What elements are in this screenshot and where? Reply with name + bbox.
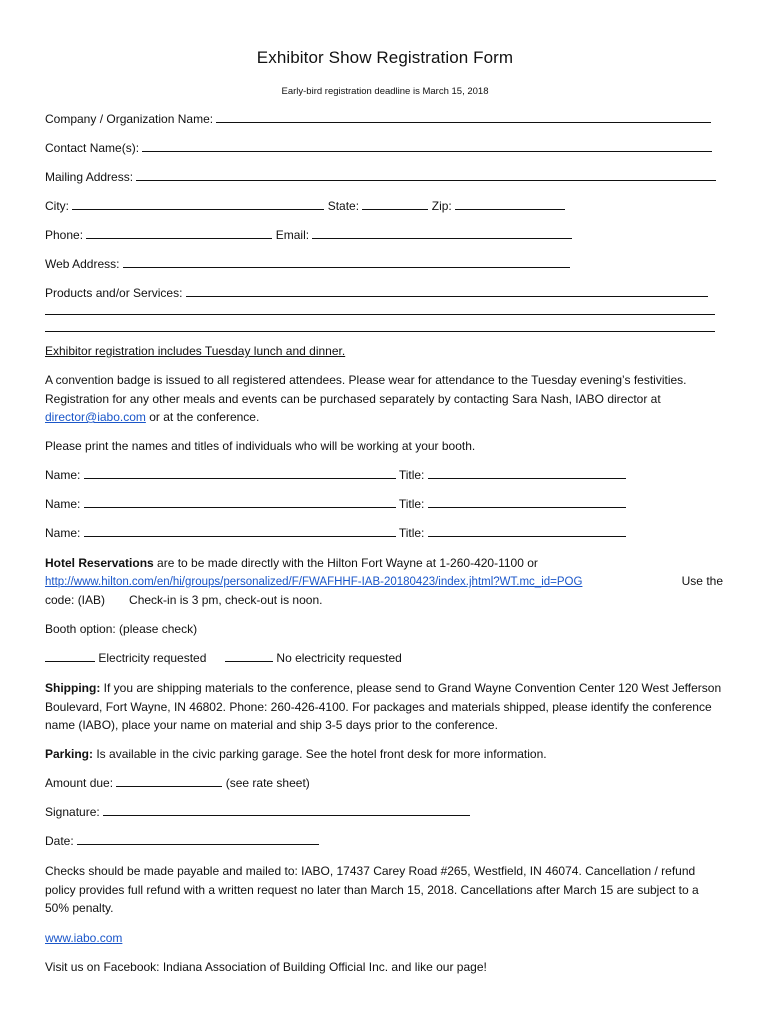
name-label: Name: [45, 497, 81, 511]
badge-tail: or at the conference. [145, 410, 260, 424]
name-input-line[interactable] [84, 496, 396, 508]
contact-label: Contact Name(s): [45, 141, 140, 155]
title-label: Title: [398, 468, 425, 482]
contact-input-line[interactable] [142, 140, 712, 152]
hotel-text: are to be made directly with the Hilton Fort Wayne at 1-260-420-1100 or [153, 556, 538, 570]
signature-field [45, 804, 470, 821]
mailing-field [45, 169, 716, 186]
website-link[interactable]: www.iabo.com [45, 931, 123, 945]
state-input-line[interactable] [362, 198, 428, 210]
badge-paragraph [45, 371, 725, 427]
signature-label: Signature: [45, 805, 100, 819]
title-label: Title: [398, 497, 425, 511]
zip-label: Zip: [431, 199, 452, 213]
products-line-3-row [45, 320, 715, 337]
hilton-link[interactable]: http://www.hilton.com/en/hi/groups/personalized/F/FWAFHHF-IAB-20180423/index.jhtml?WT.mc_id=POG [45, 576, 583, 588]
hotel-code: code: (IAB) [45, 593, 106, 607]
web-input-line[interactable] [123, 256, 570, 268]
signature-input-line[interactable] [103, 804, 470, 816]
city-input-line[interactable] [72, 198, 324, 210]
name-input-line[interactable] [84, 467, 396, 479]
director-email-link[interactable]: director@iabo.com [45, 410, 146, 424]
checkin-info: Check-in is 3 pm, check-out is noon. [129, 593, 323, 607]
products-input-line-1[interactable] [186, 285, 708, 297]
mailing-label: Mailing Address: [45, 170, 134, 184]
checks-paragraph: Checks should be made payable and mailed to: IABO, 17437 Carey Road #265, Westfield, IN 46074. Cancellation / refund policy provides full refund with a written request no later than March 15, 2018. Cancellations after March 15 are subject to a 50% penalty. [45, 864, 699, 915]
name-label: Name: [45, 526, 81, 540]
products-line-2-row [45, 303, 715, 320]
email-label: Email: [275, 228, 310, 242]
date-field [45, 833, 319, 850]
date-label: Date: [45, 834, 74, 848]
booth-person-row [45, 496, 626, 513]
amount-label: Amount due: [45, 776, 114, 790]
amount-field [45, 775, 310, 792]
electricity-label: Electricity requested [98, 651, 207, 665]
company-label: Company / Organization Name: [45, 112, 214, 126]
company-input-line[interactable] [216, 111, 711, 123]
hotel-line-1 [45, 555, 538, 572]
name-input-line[interactable] [84, 525, 396, 537]
hotel-line-3 [45, 592, 322, 609]
title-input-line[interactable] [428, 467, 626, 479]
print-names-note: Please print the names and titles of individuals who will be working at your booth. [45, 439, 476, 453]
use-the-text: Use the [681, 574, 723, 588]
products-input-line-3[interactable] [45, 320, 715, 332]
no-electricity-label: No electricity requested [276, 651, 402, 665]
phone-label: Phone: [45, 228, 84, 242]
amount-note: (see rate sheet) [225, 776, 310, 790]
products-input-line-2[interactable] [45, 303, 715, 315]
no-electricity-check-line[interactable] [225, 650, 273, 662]
electricity-check-line[interactable] [45, 650, 95, 662]
form-title: Exhibitor Show Registration Form [256, 48, 514, 67]
shipping-paragraph [45, 679, 725, 735]
shipping-label: Shipping: [45, 681, 101, 695]
name-label: Name: [45, 468, 81, 482]
city-state-zip-row [45, 198, 565, 215]
booth-option-row [45, 650, 402, 667]
booth-person-row [45, 525, 626, 542]
parking-label: Parking: [45, 747, 94, 761]
hotel-label: Hotel Reservations [45, 556, 154, 570]
facebook-note: Visit us on Facebook: Indiana Association of Building Official Inc. and like our page! [45, 960, 487, 974]
web-field [45, 256, 570, 273]
parking-text: Is available in the civic parking garage. See the hotel front desk for more information. [93, 747, 547, 761]
hotel-line-2 [45, 573, 725, 591]
company-field [45, 111, 711, 128]
booth-option-label: Booth option: (please check) [45, 622, 198, 636]
registration-includes-note: Exhibitor registration includes Tuesday lunch and dinner. [45, 344, 346, 358]
state-label: State: [327, 199, 360, 213]
products-field [45, 285, 708, 302]
deadline-subtitle: Early-bird registration deadline is March 15, 2018 [281, 86, 489, 97]
parking-line [45, 746, 547, 763]
title-input-line[interactable] [428, 525, 626, 537]
city-label: City: [45, 199, 69, 213]
badge-text: A convention badge is issued to all registered attendees. Please wear for attendance to the Tuesday evening’s festivities. Registration for any other meals and events can be purchased separately by contacting Sara Nash, IABO director at [45, 373, 687, 406]
amount-input-line[interactable] [116, 775, 222, 787]
zip-input-line[interactable] [455, 198, 565, 210]
title-label: Title: [398, 526, 425, 540]
mailing-input-line[interactable] [136, 169, 716, 181]
contact-field [45, 140, 712, 157]
date-input-line[interactable] [77, 833, 319, 845]
web-label: Web Address: [45, 257, 120, 271]
email-input-line[interactable] [312, 227, 572, 239]
shipping-text: If you are shipping materials to the conference, please send to Grand Wayne Convention Center 120 West Jefferson Boulevard, Fort Wayne, IN 46802. Phone: 260-426-4100. For packages and materials shipped, please identify the conference name (IABO), place your name on material and ship 3-5 days prior to the conference. [45, 681, 722, 732]
products-label: Products and/or Services: [45, 286, 183, 300]
phone-input-line[interactable] [86, 227, 272, 239]
title-input-line[interactable] [428, 496, 626, 508]
phone-email-row [45, 227, 572, 244]
booth-person-row [45, 467, 626, 484]
